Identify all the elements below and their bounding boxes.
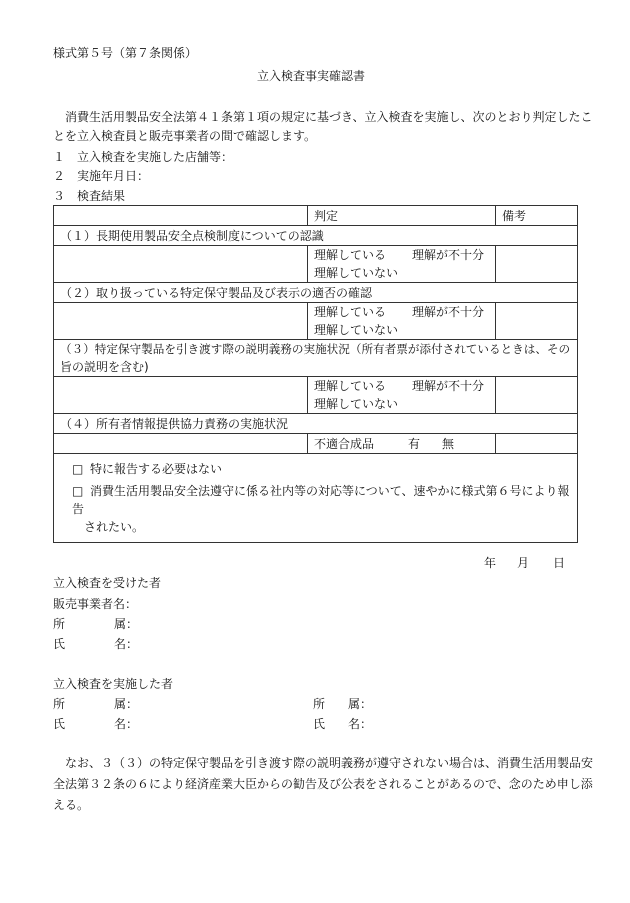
option-no: 無 <box>442 436 455 451</box>
table-header-blank <box>54 206 308 226</box>
report-options <box>54 454 578 543</box>
intro-text-line2: とを立入検査員と販売事業者の間で確認します。 <box>53 129 317 143</box>
section-3-item <box>54 377 308 414</box>
section-1-item <box>54 246 308 283</box>
received-company: 販売事業者名： <box>53 597 138 611</box>
intro-text-line1: 消費生活用製品安全法第４１条第１項の規定に基づき、立入検査を実施し、次のとおり判定したこ <box>53 110 593 124</box>
check-no-report: 特に報告する必要はない <box>90 462 223 476</box>
section-4-judgement <box>308 434 496 454</box>
section-title-3-line2: 旨の説明を含む) <box>60 360 149 374</box>
received-dept-label-b: 属： <box>114 617 139 631</box>
received-heading: 立入検査を受けた者 <box>53 576 162 590</box>
note-line2: 全法第３２条の６により経済産業大臣からの勧告及び公表をされることがあるので、念のため申し添 <box>53 777 593 791</box>
inspector-dept-label-b: 属： <box>114 697 139 711</box>
table-header-remarks: 備考 <box>496 206 578 226</box>
inspector-name-label-b: 名： <box>114 717 139 731</box>
option-understood: 理解している <box>314 248 387 262</box>
received-dept-label-a: 所 <box>53 617 66 631</box>
form-number: 様式第５号（第７条関係） <box>53 46 198 60</box>
date-year: 年 <box>484 556 497 570</box>
date-month: 月 <box>517 556 530 570</box>
inspector2-dept-label-a: 所 <box>313 697 326 711</box>
option-understood: 理解している <box>314 305 387 319</box>
item-store: １ 立入検査を実施した店舗等： <box>53 150 234 164</box>
option-insufficient: 理解が不十分 <box>412 379 485 393</box>
received-name-label-b: 名： <box>114 637 139 651</box>
item-results: ３ 検査結果 <box>53 189 126 203</box>
inspector2-name-label-b: 名： <box>348 717 373 731</box>
option-understood: 理解している <box>314 379 387 393</box>
note-line1: なお、３（３）の特定保守製品を引き渡す際の説明義務が遵守されない場合は、消費生活用製品安 <box>53 756 594 770</box>
option-nonconforming: 不適合成品 <box>314 436 375 451</box>
section-3-remarks <box>496 377 578 414</box>
section-title-1: （１）長期使用製品安全点検制度についての認識 <box>54 226 578 246</box>
section-title-3-line1: （３）特定保守製品を引き渡す際の説明義務の実施状況（所有者票が添付されているときは、その <box>60 342 571 356</box>
inspector2-dept-label-b: 属： <box>348 697 373 711</box>
date-day: 日 <box>553 556 566 570</box>
option-not-understood: 理解していない <box>314 266 399 280</box>
section-title-3 <box>54 340 578 377</box>
option-not-understood: 理解していない <box>314 323 399 337</box>
option-insufficient: 理解が不十分 <box>412 248 485 262</box>
section-2-judgement <box>308 303 496 340</box>
inspector-heading: 立入検査を実施した者 <box>53 677 174 691</box>
section-2-remarks <box>496 303 578 340</box>
inspector-name-label-a: 氏 <box>53 717 66 731</box>
section-title-4: （４）所有者情報提供協力責務の実施状況 <box>54 414 578 434</box>
section-1-judgement <box>308 246 496 283</box>
document-title: 立入検査事実確認書 <box>257 69 366 83</box>
section-4-remarks <box>496 434 578 454</box>
received-name-label-a: 氏 <box>53 637 66 651</box>
checkbox-icon[interactable]: □ <box>72 462 84 476</box>
inspector-dept-label-a: 所 <box>53 697 66 711</box>
table-header-judgement: 判定 <box>308 206 496 226</box>
section-3-judgement <box>308 377 496 414</box>
checkbox-icon[interactable]: □ <box>72 484 84 498</box>
inspection-results-table <box>53 205 578 543</box>
option-yes: 有 <box>408 436 421 451</box>
note-line3: える。 <box>53 798 90 812</box>
option-insufficient: 理解が不十分 <box>412 305 485 319</box>
inspector2-name-label-a: 氏 <box>313 717 326 731</box>
option-not-understood: 理解していない <box>314 397 399 411</box>
item-date: ２ 実施年月日： <box>53 169 150 183</box>
section-title-2: （２）取り扱っている特定保守製品及び表示の適否の確認 <box>54 283 578 303</box>
check-report-line1: 消費生活用製品安全法遵守に係る社内等の対応等について、速やかに様式第６号により報告 <box>72 484 570 516</box>
section-2-item <box>54 303 308 340</box>
check-report-line2: されたい。 <box>84 520 145 534</box>
section-4-item <box>54 434 308 454</box>
section-1-remarks <box>496 246 578 283</box>
